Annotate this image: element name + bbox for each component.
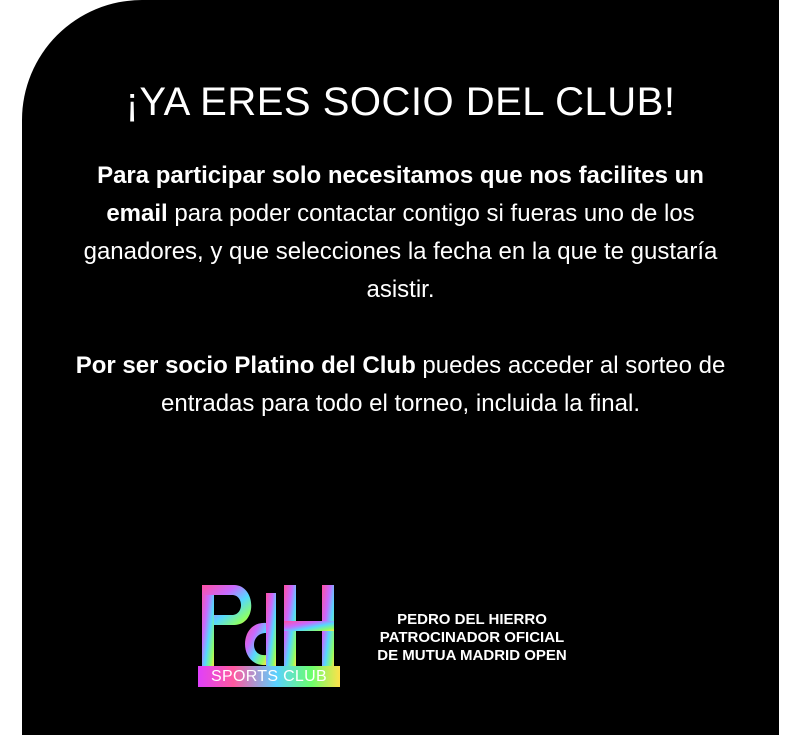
platinum-paragraph-bold: Por ser socio Platino del Club xyxy=(75,352,416,379)
platinum-paragraph xyxy=(72,347,729,423)
platinum-paragraph-text: puedes acceder al sorteo de entradas para todo el torneo, incluida la final. xyxy=(161,352,726,417)
promo-card xyxy=(22,0,779,735)
logo-letters-text: PdH xyxy=(198,583,200,584)
logo-caption: SPORTS CLUB xyxy=(198,666,340,687)
intro-paragraph-text: para poder contactar contigo si fueras uno de los ganadores, y que selecciones la fecha en la que te gustaría asistir. xyxy=(83,200,718,303)
page-title: ¡YA ERES SOCIO DEL CLUB! xyxy=(125,80,676,124)
pdh-sports-club-logo xyxy=(198,583,340,687)
intro-paragraph xyxy=(72,157,729,309)
sponsor-text xyxy=(362,611,582,665)
sponsor-line-2: PATROCINADOR OFICIAL xyxy=(379,629,565,646)
pdh-logo-mark xyxy=(198,583,340,673)
sponsor-line-3: DE MUTUA MADRID OPEN xyxy=(377,647,567,664)
sponsor-line-1: PEDRO DEL HIERRO xyxy=(397,611,547,628)
intro-paragraph-bold: Para participar solo necesitamos que nos facilites un email xyxy=(97,162,704,227)
